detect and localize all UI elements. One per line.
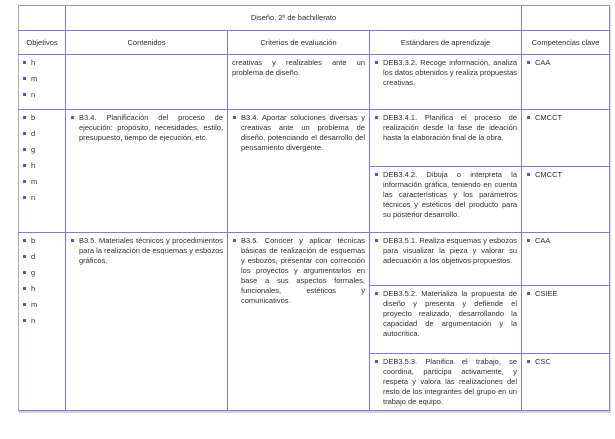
estandar-cell (370, 354, 522, 411)
estandar-item (374, 357, 517, 407)
competencia-cell (522, 286, 610, 354)
objetivo-letter: b (31, 236, 36, 245)
bullet-square-icon (71, 116, 74, 119)
bullet-square-icon (23, 287, 26, 290)
contenido-item (70, 113, 223, 143)
objetivo-letter: g (31, 268, 36, 277)
objetivo-item (23, 74, 61, 84)
estandar-item (374, 58, 517, 88)
criterio-text: B3.4. Aportar soluciones diversas y creativas ante un problema de diseño, potenciando el desarrollo del pensamiento divergente. (241, 113, 365, 152)
bullet-square-icon (23, 61, 26, 64)
objetivo-item (23, 90, 61, 100)
competencia-code: CSIEE (535, 289, 558, 298)
contenidos-cell (66, 233, 228, 411)
objetivo-letter: n (31, 90, 36, 99)
objetivo-item (23, 161, 61, 171)
bullet-square-icon (23, 319, 26, 322)
estandar-item (374, 289, 517, 339)
estandar-text: DEB3.5.1. Realiza esquemas y esbozos para visualizar la pieza y valorar su adecuación a los objetivos propuestos. (383, 236, 518, 265)
criterio-text: B3.5. Conocer y aplicar técnicas básicas de realización de esquemas y esbozos, presentar con corrección los proyectos y argumentarlos en base a sus aspectos formales, funcionales, estéticos y comunicativos. (241, 236, 365, 305)
contenido-text: B3.5. Materiales técnicos y procedimientos para la realización de esquemas y esbozos gráficos. (79, 236, 223, 265)
competencia-item (526, 289, 605, 299)
title-row-right-spacer-cell (522, 6, 610, 31)
estandar-item (374, 236, 517, 266)
competencia-cell (522, 110, 610, 167)
bullet-square-icon (375, 239, 378, 242)
bullet-square-icon (527, 292, 530, 295)
objetivo-item (23, 268, 61, 278)
column-header-objetivos: Objetivos (19, 31, 66, 55)
competencia-item (526, 170, 605, 180)
estandar-text: DEB3.5.3. Planifica el trabajo, se coordina, participa activamente, y respeta y valora las realizaciones del resto de los integrantes del grupo en un trabajo de equipo. (383, 357, 518, 406)
objetivo-item (23, 284, 61, 294)
table-row (19, 233, 610, 286)
objetivo-letter: n (31, 316, 36, 325)
bullet-square-icon (23, 93, 26, 96)
objetivo-letter: h (31, 58, 36, 67)
curriculum-table (18, 5, 610, 411)
objetivo-item (23, 316, 61, 326)
competencia-code: CSC (535, 357, 551, 366)
bullet-square-icon (23, 303, 26, 306)
competencia-code: CMCCT (535, 170, 563, 179)
criterio-continuation-text: creativas y realizables ante un problema de diseño. (232, 58, 365, 77)
bullet-square-icon (527, 173, 530, 176)
estandar-text: DEB3.5.2. Materializa la propuesta de diseño y presenta y defiende el proyecto realizado, desarrollando la capacidad de argumentación y la autocrítica. (383, 289, 518, 338)
bullet-square-icon (527, 360, 530, 363)
contenidos-cell-empty (66, 55, 228, 110)
competencia-item (526, 236, 605, 246)
bullet-square-icon (527, 116, 530, 119)
objetivo-letter: d (31, 252, 36, 261)
objetivo-item (23, 193, 61, 203)
objetivo-letter: b (31, 113, 36, 122)
objetivos-cell (19, 110, 66, 233)
objetivo-item (23, 58, 61, 68)
criterios-cell (228, 55, 370, 110)
bullet-square-icon (375, 173, 378, 176)
objetivo-item (23, 300, 61, 310)
header-row (19, 31, 610, 55)
bullet-square-icon (233, 239, 236, 242)
bullet-square-icon (71, 239, 74, 242)
estandar-text: DEB3.4.1. Planifica el proceso de realización desde la fase de ideación hasta la elaboración final de la obra. (383, 113, 518, 142)
bullet-square-icon (23, 239, 26, 242)
competencia-cell (522, 354, 610, 411)
estandar-cell (370, 55, 522, 110)
criterio-item (232, 113, 365, 153)
bullet-square-icon (23, 255, 26, 258)
criterio-item (232, 236, 365, 306)
objetivos-cell (19, 55, 66, 110)
estandar-item (374, 113, 517, 143)
bullet-square-icon (527, 61, 530, 64)
competencia-code: CAA (535, 58, 551, 67)
estandar-text: DEB3.3.2. Recoge información, analiza los datos obtenidos y realiza propuestas creativas. (383, 58, 518, 87)
objetivo-letter: n (31, 193, 36, 202)
bullet-square-icon (23, 164, 26, 167)
title-row (19, 6, 610, 31)
competencia-code: CMCCT (535, 113, 563, 122)
competencia-cell (522, 167, 610, 233)
objetivo-letter: m (31, 300, 38, 309)
column-header-criterios: Criterios de evaluación (228, 31, 370, 55)
competencia-code: CAA (535, 236, 551, 245)
estandar-cell (370, 233, 522, 286)
table-title: Diseño. 2º de bachillerato (66, 6, 522, 31)
competencia-item (526, 58, 605, 68)
competencia-cell (522, 233, 610, 286)
bullet-square-icon (23, 180, 26, 183)
curriculum-table-container (18, 5, 610, 411)
objetivo-item (23, 177, 61, 187)
bullet-square-icon (23, 271, 26, 274)
criterios-cell (228, 233, 370, 411)
objetivo-letter: h (31, 161, 36, 170)
bullet-square-icon (375, 116, 378, 119)
bullet-square-icon (23, 148, 26, 151)
objetivo-letter: m (31, 177, 38, 186)
objetivos-cell (19, 233, 66, 411)
bullet-square-icon (375, 360, 378, 363)
objetivo-letter: d (31, 129, 36, 138)
contenido-item (70, 236, 223, 266)
column-header-estandares: Estándares de aprendizaje (370, 31, 522, 55)
estandar-text: DEB3.4.2. Dibuja o interpreta la información gráfica, teniendo en cuenta las características y los parámetros técnicos y estéticos del producto para su posterior desarrollo. (383, 170, 518, 219)
title-row-left-spacer-cell (19, 6, 66, 31)
contenidos-cell (66, 110, 228, 233)
estandar-cell (370, 167, 522, 233)
table-row (19, 55, 610, 110)
contenido-text: B3.4. Planificación del proceso de ejecución: propósito, necesidades, estilo, presupuesto, tiempo de ejecución, etc. (79, 113, 223, 142)
objetivo-letter: m (31, 74, 38, 83)
objetivo-item (23, 129, 61, 139)
column-header-contenidos: Contenidos (66, 31, 228, 55)
bullet-square-icon (375, 61, 378, 64)
bullet-square-icon (23, 196, 26, 199)
objetivo-item (23, 113, 61, 123)
table-row (19, 110, 610, 167)
competencia-item (526, 357, 605, 367)
estandar-item (374, 170, 517, 220)
objetivo-letter: g (31, 145, 36, 154)
criterios-cell (228, 110, 370, 233)
bullet-square-icon (23, 77, 26, 80)
bullet-square-icon (23, 132, 26, 135)
competencia-item (526, 113, 605, 123)
bullet-square-icon (23, 116, 26, 119)
column-header-competencias: Competencias clave (522, 31, 610, 55)
estandar-cell (370, 110, 522, 167)
competencia-cell (522, 55, 610, 110)
objetivo-item (23, 236, 61, 246)
objetivo-item (23, 145, 61, 155)
bullet-square-icon (233, 116, 236, 119)
bullet-square-icon (527, 239, 530, 242)
bullet-square-icon (375, 292, 378, 295)
objetivo-letter: h (31, 284, 36, 293)
objetivo-item (23, 252, 61, 262)
estandar-cell (370, 286, 522, 354)
